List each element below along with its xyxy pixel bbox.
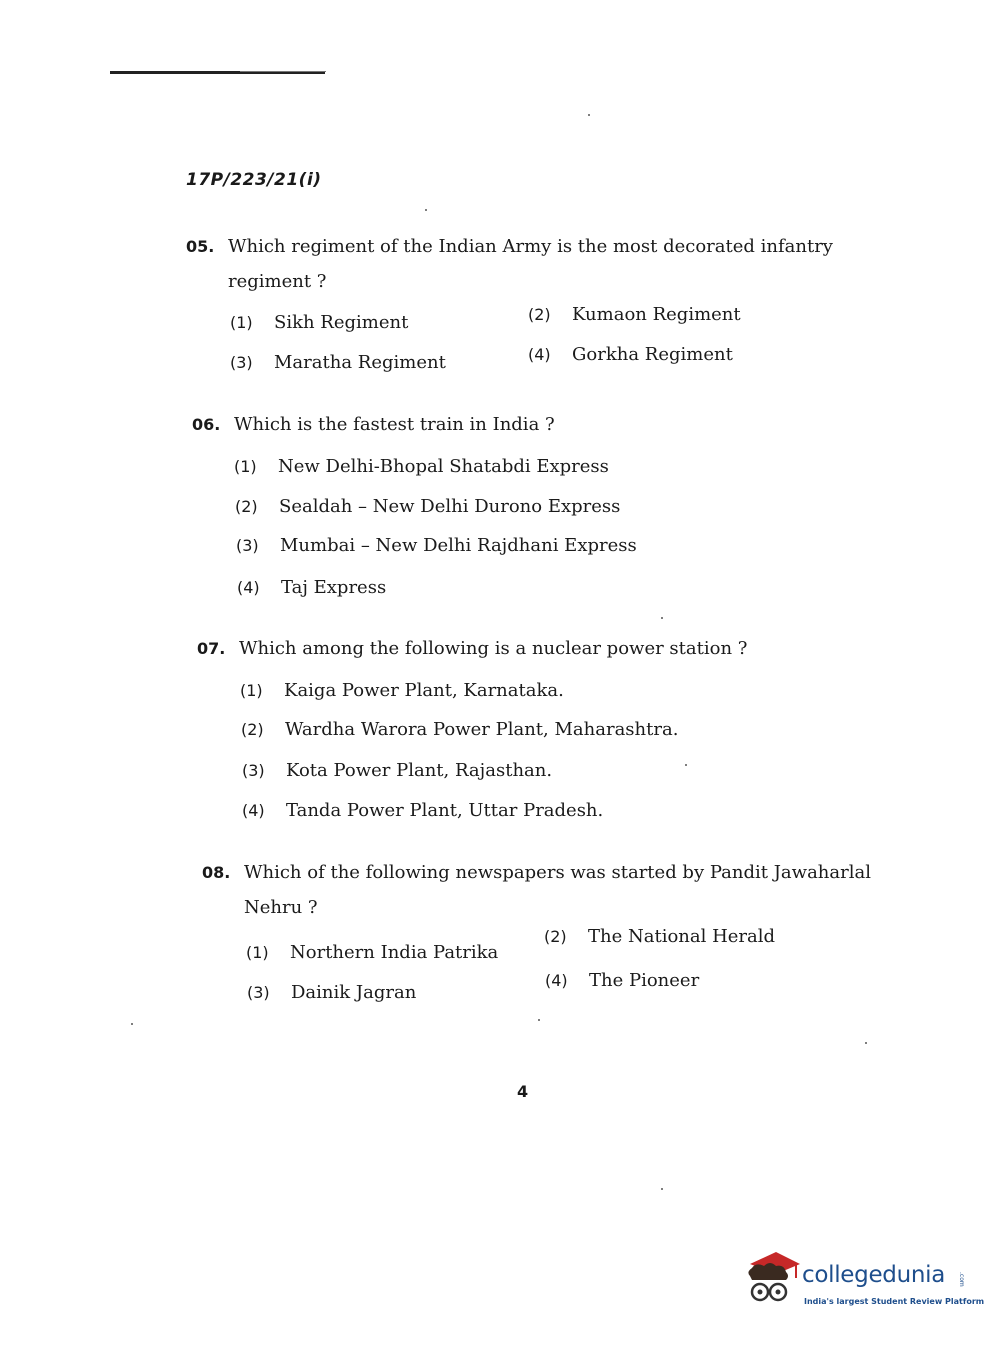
option-number: (2): [544, 927, 567, 946]
option-2: [241, 719, 678, 740]
question-number: 06.: [192, 415, 221, 434]
brand-name: collegedunia: [802, 1262, 946, 1288]
scan-speck: [538, 1019, 540, 1021]
mascot-icon: [742, 1250, 800, 1310]
option-number: (4): [237, 578, 260, 597]
option-text: Gorkha Regiment: [572, 344, 733, 365]
question-text: Which regiment of the Indian Army is the most decorated infantry: [228, 236, 833, 257]
scan-speck: [685, 764, 687, 766]
brand-tagline: India's largest Student Review Platform: [804, 1297, 985, 1306]
option-4: [242, 800, 603, 821]
scan-speck: [865, 1042, 867, 1044]
question-06: [192, 414, 555, 435]
option-1: [234, 456, 609, 477]
scan-speck: [425, 209, 427, 211]
option-number: (4): [545, 971, 568, 990]
scan-speck: [661, 1188, 663, 1190]
option-1: [246, 942, 498, 963]
option-4: [237, 577, 386, 598]
option-number: (2): [528, 305, 551, 324]
question-text: Which among the following is a nuclear power station ?: [239, 638, 748, 659]
option-number: (4): [242, 801, 265, 820]
option-text: The National Herald: [588, 926, 776, 947]
option-2: [235, 496, 620, 517]
option-number: (3): [242, 761, 265, 780]
option-text: Tanda Power Plant, Uttar Pradesh.: [286, 800, 604, 821]
option-1: [230, 312, 408, 333]
option-number: (4): [528, 345, 551, 364]
question-number: 08.: [202, 863, 231, 882]
option-text: Maratha Regiment: [274, 352, 446, 373]
option-number: (1): [230, 313, 253, 332]
option-number: (2): [235, 497, 258, 516]
option-number: (1): [234, 457, 257, 476]
question-07: [197, 638, 747, 659]
page-number: 4: [517, 1082, 529, 1101]
option-text: The Pioneer: [589, 970, 700, 991]
option-number: (3): [236, 536, 259, 555]
brand-domain: .com: [958, 1272, 965, 1287]
question-text: Which is the fastest train in India ?: [234, 414, 555, 435]
option-3: [230, 352, 446, 373]
option-number: (3): [247, 983, 270, 1002]
option-text: Sikh Regiment: [274, 312, 409, 333]
option-text: Dainik Jagran: [291, 982, 417, 1003]
question-text: Which of the following newspapers was started by Pandit Jawaharlal: [244, 862, 871, 883]
option-text: Northern India Patrika: [290, 942, 499, 963]
option-2: [544, 926, 775, 947]
question-08: [202, 862, 871, 918]
option-text: Kumaon Regiment: [572, 304, 741, 325]
option-text: Taj Express: [281, 577, 387, 598]
option-number: (1): [246, 943, 269, 962]
option-text: Kota Power Plant, Rajasthan.: [286, 760, 553, 781]
scan-speck: [588, 114, 590, 116]
option-3: [242, 760, 552, 781]
scan-speck: [131, 1023, 133, 1025]
scan-speck: [661, 617, 663, 619]
option-1: [240, 680, 564, 701]
option-3: [247, 982, 416, 1003]
top-rule-extension: [240, 71, 326, 72]
option-text: Wardha Warora Power Plant, Maharashtra.: [285, 719, 679, 740]
question-number: 05.: [186, 237, 215, 256]
question-text-continued: regiment ?: [228, 271, 327, 292]
brand-logo: [742, 1250, 985, 1320]
option-text: Kaiga Power Plant, Karnataka.: [284, 680, 564, 701]
option-text: Sealdah – New Delhi Durono Express: [279, 496, 621, 517]
paper-code: 17P/223/21(i): [186, 170, 322, 190]
option-3: [236, 535, 637, 556]
option-text: New Delhi-Bhopal Shatabdi Express: [278, 456, 609, 477]
option-number: (1): [240, 681, 263, 700]
option-text: Mumbai – New Delhi Rajdhani Express: [280, 535, 637, 556]
option-4: [528, 344, 733, 365]
option-number: (2): [241, 720, 264, 739]
question-number: 07.: [197, 639, 226, 658]
question-text-continued: Nehru ?: [244, 897, 318, 918]
question-05: [186, 236, 833, 292]
option-4: [545, 970, 699, 991]
option-2: [528, 304, 741, 325]
option-number: (3): [230, 353, 253, 372]
